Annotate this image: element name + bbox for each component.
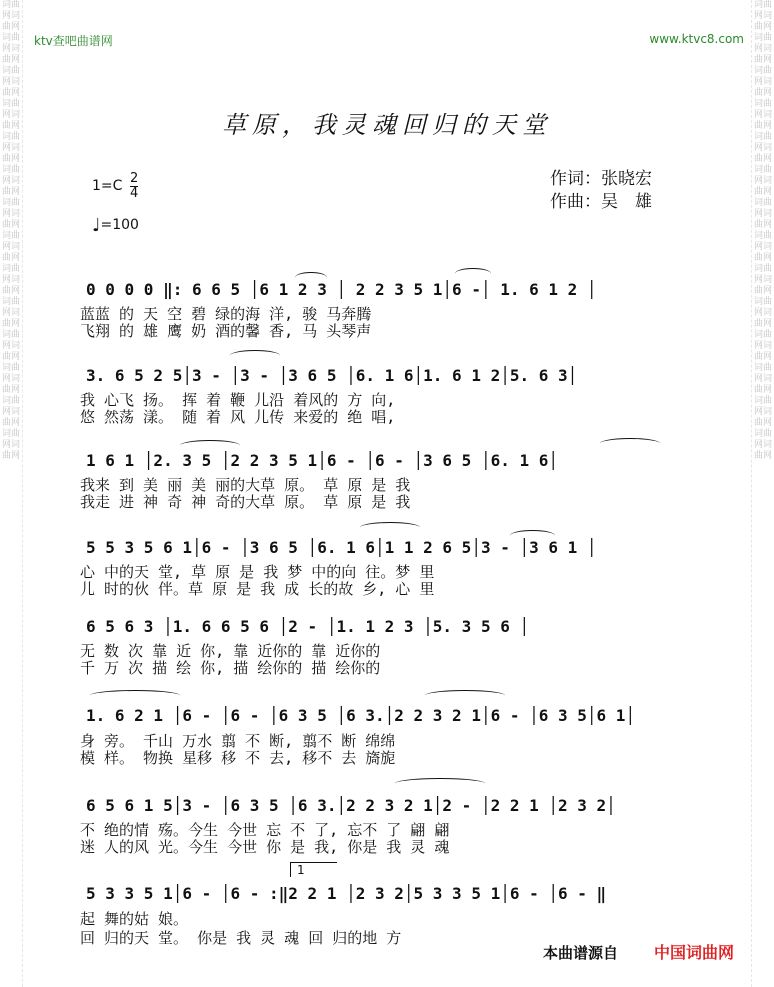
- footer-site-link[interactable]: 中国词曲网: [654, 943, 735, 962]
- lyric-row-4-verse-1: 心 中的天 堂, 草 原 是 我 梦 中的向 往。梦 里: [80, 563, 435, 581]
- lyric-row-4-verse-2: 儿 时的伙 伴。草 原 是 我 成 长的故 乡, 心 里: [80, 580, 435, 598]
- lyric-row-5-verse-1: 无 数 次 靠 近 你, 靠 近你的 靠 近你的: [80, 642, 381, 660]
- time-signature: [130, 172, 138, 201]
- slur: [600, 438, 660, 449]
- lyric-row-6-verse-1: 身 旁。 千山 万水 翦 不 断, 翦不 断 绵绵: [80, 732, 396, 750]
- lyric-row-3-verse-2: 我走 进 神 奇 神 奇的大草 原。 草 原 是 我: [80, 493, 411, 511]
- key-signature: 1=C: [92, 178, 123, 194]
- quarter-note-icon: ♩: [92, 215, 101, 236]
- notation-row-1: 0 0 0 0 ‖: 6 6 5 │6 1 2 3 │ 2 2 3 5 1│6 -│ 1. 6 1 2 │: [86, 280, 597, 299]
- header-site-name[interactable]: ktv查吧曲谱网: [34, 34, 113, 48]
- slur: [90, 690, 180, 701]
- lyric-row-2-verse-2: 悠 然荡 漾。 随 着 风 儿传 来爱的 绝 唱,: [80, 408, 396, 426]
- slur: [510, 530, 555, 541]
- lyric-row-6-verse-2: 模 样。 物换 星移 移 不 去, 移不 去 旖旎: [80, 749, 396, 767]
- lyric-row-8-verse-2: 回 归的天 堂。 你是 我 灵 魂 回 归的地 方: [80, 929, 402, 947]
- lyric-row-1-verse-2: 飞翔 的 雄 鹰 奶 酒的馨 香, 马 头琴声: [80, 322, 372, 340]
- slur: [230, 350, 280, 361]
- slur: [180, 440, 240, 451]
- notation-row-4: 5 5 3 5 6 1│6 - │3 6 5 │6. 1 6│1 1 2 6 5│3 - │3 6 1 │: [86, 538, 597, 557]
- lyricist: 作词：张晓宏: [550, 169, 652, 189]
- lyric-row-3-verse-1: 我来 到 美 丽 美 丽的大草 原。 草 原 是 我: [80, 476, 411, 494]
- notation-row-5: 6 5 6 3 │1. 6 6 5 6 │2 - │1. 1 2 3 │5. 3 5 6 │: [86, 617, 530, 636]
- footer-source-label: 本曲谱源自: [543, 944, 619, 962]
- notation-row-6: 1. 6 2 1 │6 - │6 - │6 3 5 │6 3.│2 2 3 2 1│6 - │6 3 5│6 1│: [86, 706, 636, 725]
- notation-row-3: 1 6 1 │2. 3 5 │2 2 3 5 1│6 - │6 - │3 6 5 │6. 1 6│: [86, 451, 559, 470]
- lyric-row-8-verse-1: 起 舞的姑 娘。: [80, 910, 189, 928]
- tempo-value: =100: [100, 217, 139, 233]
- first-ending-bracket: [290, 862, 337, 877]
- volta-label: 1: [297, 863, 305, 877]
- slur: [425, 690, 505, 701]
- slur: [455, 268, 491, 279]
- tempo-marking: [92, 215, 139, 236]
- lyric-row-7-verse-1: 不 绝的情 殇。今生 今世 忘 不 了, 忘不 了 翩 翩: [80, 821, 450, 839]
- slur: [395, 778, 485, 789]
- right-watermark-strip: 词曲网词曲网词曲网词曲网词曲网词曲网词曲网词曲网词曲网词曲网词曲网词曲网词曲网词曲网词曲网词曲网词曲网词曲网词曲网词曲网词曲网词曲网词曲网词曲网词曲网词曲网词曲网词曲网: [751, 0, 774, 987]
- time-signature-bottom: 4: [130, 186, 139, 201]
- lyric-row-7-verse-2: 迷 人的风 光。今生 今世 你 是 我, 你是 我 灵 魂: [80, 838, 450, 856]
- time-signature-top: 2: [130, 171, 139, 186]
- notation-row-8: 5 3 3 5 1│6 - │6 - :‖2 2 1 │2 3 2│5 3 3 5 1│6 - │6 - ‖: [86, 884, 607, 903]
- credits: [550, 168, 652, 214]
- song-title: 草原，我灵魂回归的天堂: [222, 111, 552, 139]
- lyric-row-2-verse-1: 我 心飞 扬。 挥 着 鞭 儿沿 着风的 方 向,: [80, 391, 396, 409]
- lyric-row-5-verse-2: 千 万 次 描 绘 你, 描 绘你的 描 绘你的: [80, 659, 381, 677]
- header-site-url[interactable]: www.ktvc8.com: [649, 32, 744, 46]
- notation-row-2: 3. 6 5 2 5│3 - │3 - │3 6 5 │6. 1 6│1. 6 1 2│5. 6 3│: [86, 366, 578, 385]
- slur: [295, 272, 327, 283]
- lyric-row-1-verse-1: 蓝蓝 的 天 空 碧 绿的海 洋, 骏 马奔腾: [80, 305, 372, 323]
- notation-row-7: 6 5 6 1 5│3 - │6 3 5 │6 3.│2 2 3 2 1│2 - │2 2 1 │2 3 2│: [86, 796, 616, 815]
- slur: [360, 522, 420, 533]
- left-watermark-strip: 词曲网词曲网词曲网词曲网词曲网词曲网词曲网词曲网词曲网词曲网词曲网词曲网词曲网词曲网词曲网词曲网词曲网词曲网词曲网词曲网词曲网词曲网词曲网词曲网词曲网词曲网词曲网词曲网: [0, 0, 23, 987]
- composer: 作曲：吴 雄: [550, 192, 652, 212]
